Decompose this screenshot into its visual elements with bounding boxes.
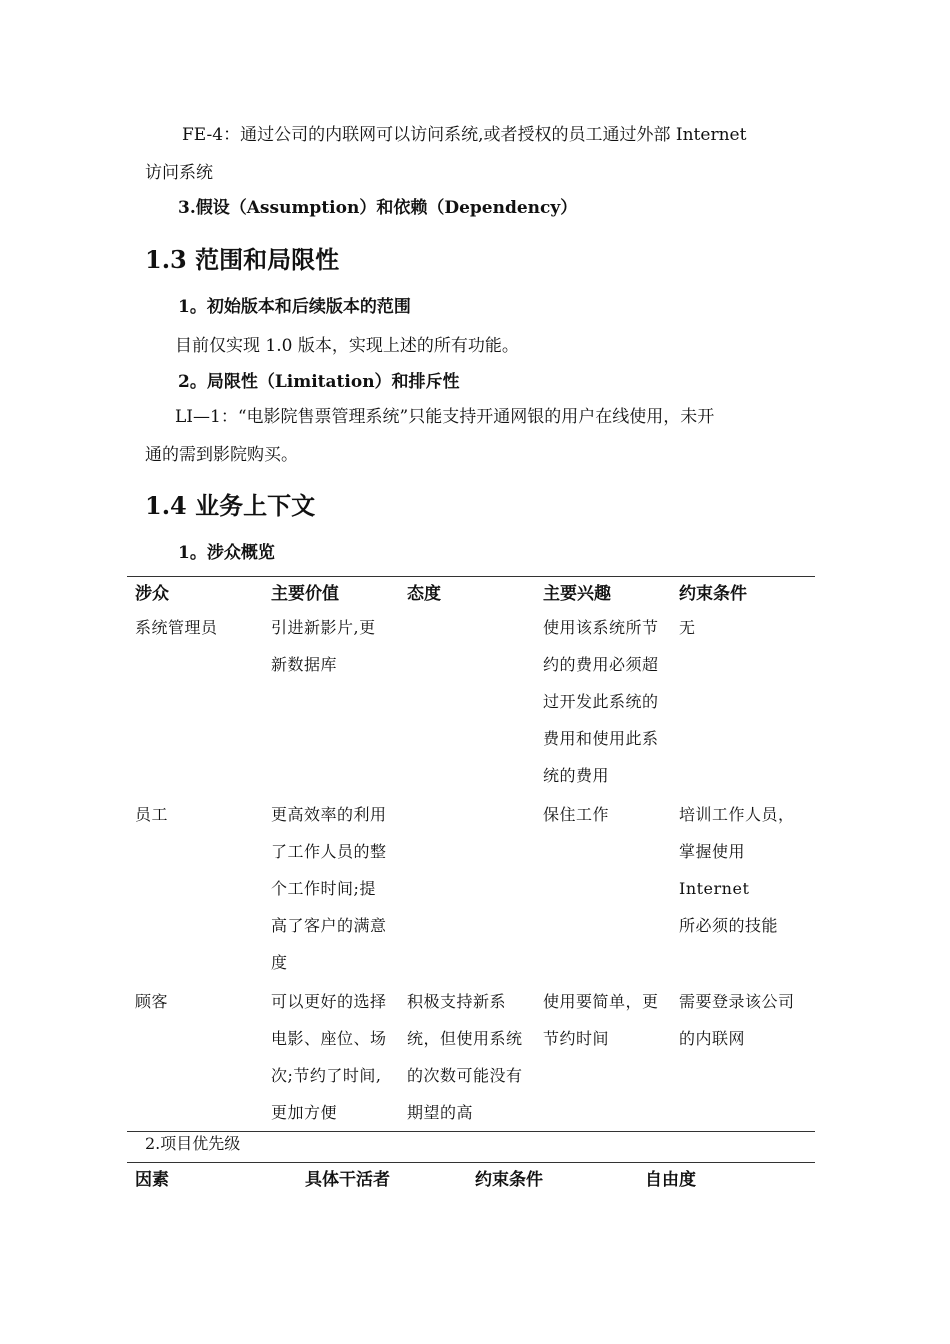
cell-main-value: [263, 981, 399, 1132]
cell-line: 了工作人员的整: [271, 841, 387, 861]
assumption-heading: 3.假设（Assumption）和依赖（Dependency）: [178, 198, 578, 218]
stakeholder-subheading: 1。涉众概览: [178, 543, 275, 563]
cell-line: 的次数可能没有: [407, 1065, 523, 1085]
cell-attitude: [399, 607, 535, 794]
fe4-line2: 访问系统: [145, 163, 213, 183]
table-row: [127, 794, 815, 981]
cell-line: 统，但使用系统: [407, 1028, 523, 1048]
cell-attitude: [399, 981, 535, 1132]
cell-line: 可以更好的选择: [271, 991, 387, 1011]
header-factor: 因素: [135, 1170, 169, 1191]
cell-line: 约的费用必须超: [543, 654, 659, 674]
cell-line: 使用该系统所节: [543, 617, 659, 637]
header-degree-of-freedom: 自由度: [645, 1170, 696, 1191]
scope-text: 目前仅实现 1.0 版本，实现上述的所有功能。: [175, 336, 519, 356]
table-row: [127, 607, 815, 794]
cell-line: 高了客户的满意: [271, 915, 387, 935]
cell-constraints: [671, 607, 815, 794]
cell-stakeholder: [127, 981, 263, 1132]
cell-line: 费用和使用此系: [543, 728, 659, 748]
stakeholder-table-body: [127, 607, 815, 1132]
cell-line: 的内联网: [679, 1028, 746, 1048]
cell-line: 次;节约了时间,: [271, 1065, 382, 1085]
cell-line: 统的费用: [543, 765, 610, 785]
header-constraints: 约束条件: [679, 584, 747, 605]
cell-line: 使用要简单，更: [543, 991, 659, 1011]
cell-stakeholder: [127, 607, 263, 794]
cell-main-value: [263, 607, 399, 794]
cell-attitude: [399, 794, 535, 981]
scope-subheading: 1。初始版本和后续版本的范围: [178, 297, 411, 317]
cell-line: 节约时间: [543, 1028, 610, 1048]
stakeholder-header-row: [127, 577, 815, 607]
cell-constraints: [671, 794, 815, 981]
header-attitude: 态度: [407, 584, 441, 605]
cell-line: 需要登录该公司: [679, 991, 795, 1011]
cell-line: 更加方便: [271, 1102, 338, 1122]
header-main-interest: 主要兴趣: [543, 584, 611, 605]
limitation-line1: LI—1：“电影院售票管理系统”只能支持开通网银的用户在线使用，未开: [175, 407, 715, 427]
header-priority-constraints: 约束条件: [475, 1170, 543, 1191]
table-row: [127, 981, 815, 1132]
cell-line: 所必须的技能: [679, 915, 779, 935]
cell-line: 更高效率的利用: [271, 804, 387, 824]
cell-line: 新数据库: [271, 654, 338, 674]
cell-constraints: [671, 981, 815, 1132]
header-main-value: 主要价值: [271, 584, 339, 605]
cell-main-value: [263, 794, 399, 981]
section-1-3-title: 1.3 范围和局限性: [145, 245, 340, 274]
fe4-line1: FE-4：通过公司的内联网可以访问系统,或者授权的员工通过外部 Internet: [182, 125, 747, 145]
cell-line: 培训工作人员，: [679, 804, 795, 824]
cell-line: 顾客: [135, 991, 169, 1011]
priority-table: [127, 1162, 815, 1193]
section-1-4-title: 1.4 业务上下文: [145, 491, 316, 520]
cell-line: 度: [271, 952, 288, 972]
header-stakeholder: 涉众: [135, 584, 169, 605]
cell-line: 个工作时间;提: [271, 878, 376, 898]
cell-stakeholder: [127, 794, 263, 981]
cell-line: 积极支持新系: [407, 991, 507, 1011]
cell-line: 无: [679, 617, 696, 637]
cell-line: 电影、座位、场: [271, 1028, 387, 1048]
cell-line: 过开发此系统的: [543, 691, 659, 711]
priority-header-row: [127, 1163, 815, 1193]
limitation-subheading: 2。局限性（Limitation）和排斥性: [178, 372, 460, 392]
cell-main-interest: [535, 607, 671, 794]
stakeholder-table: [127, 576, 815, 1132]
cell-line: 期望的高: [407, 1102, 474, 1122]
cell-line: 保住工作: [543, 804, 610, 824]
cell-line: 引进新影片,更: [271, 617, 376, 637]
limitation-line2: 通的需到影院购买。: [145, 445, 298, 465]
cell-line: 员工: [135, 804, 169, 824]
cell-line: 系统管理员: [135, 617, 218, 637]
cell-main-interest: [535, 794, 671, 981]
priority-caption: 2.项目优先级: [145, 1134, 241, 1153]
cell-main-interest: [535, 981, 671, 1132]
cell-line: 掌握使用 Internet: [679, 841, 750, 898]
header-worker: 具体干活者: [305, 1170, 390, 1191]
